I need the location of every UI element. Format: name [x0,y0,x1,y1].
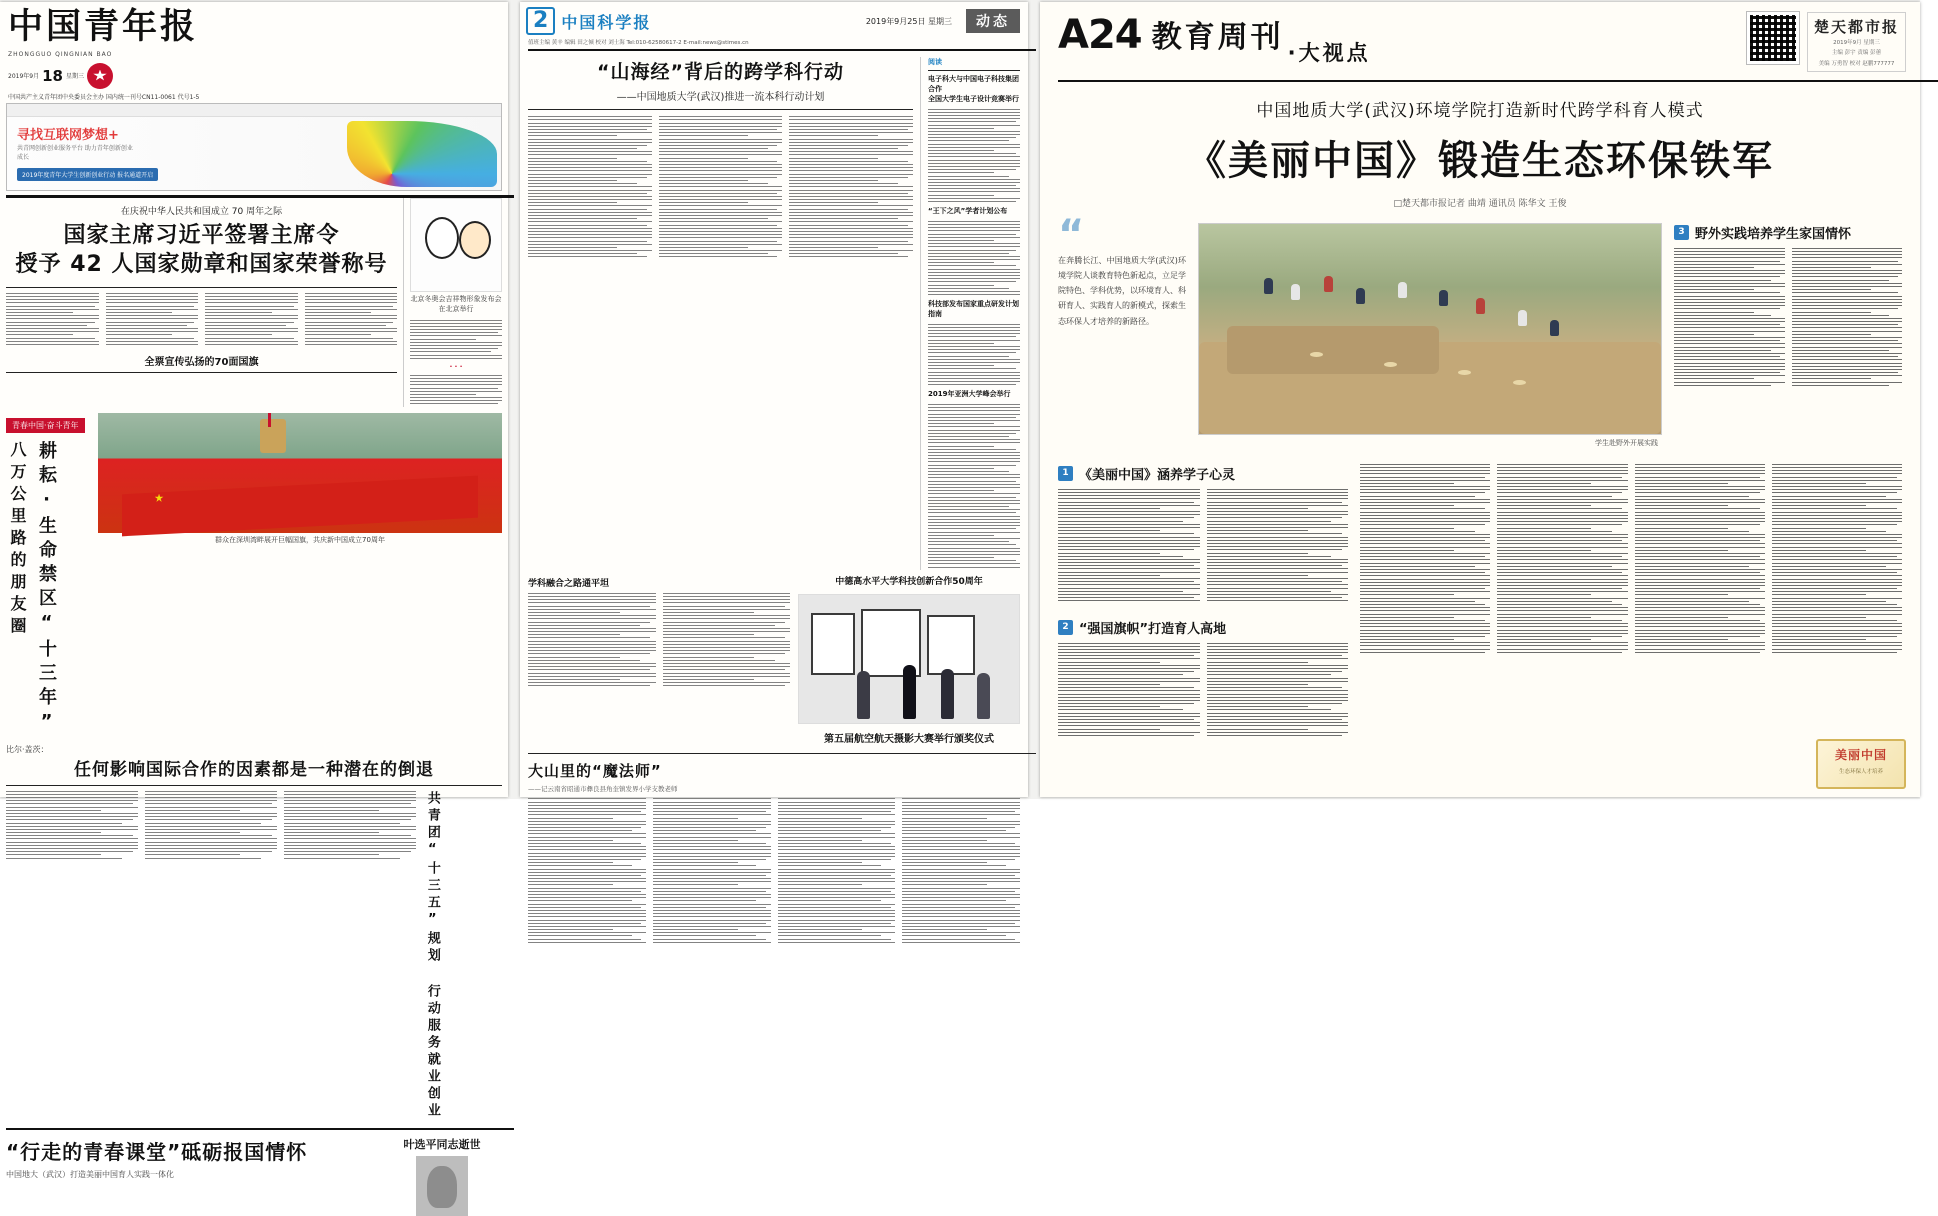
divider-quote [6,785,502,786]
quote-source: 比尔·盖茨： [6,744,49,754]
paper-logo-name: 楚天都市报 [1813,18,1899,36]
rail-text-2 [928,221,1020,295]
sun-hat-2 [1384,362,1397,367]
page2-lead-subtitle: ——中国地质大学(武汉)推进一流本科行动计划 [616,92,825,104]
paper-logo [1807,12,1906,72]
masthead-subtitle: ZHONGGUO QINGNIAN BAO [8,50,113,58]
student-8 [1518,310,1527,326]
bottom-headline: “行走的青春课堂”砥砺报国情怀 [6,1139,308,1164]
section-marker-1: 1 [1058,466,1073,481]
page3-shoulder: 中国地质大学(武汉)环境学院打造新时代跨学科育人模式 [1256,100,1704,121]
divider-rail [928,70,1020,71]
panda-mascot-photo [410,198,502,292]
column-rule [403,198,404,407]
page3-section-2-head [1058,618,1348,637]
sidebar-text-1 [410,320,502,359]
visitor-2 [903,665,916,719]
lead-headline-2: 授予 42 人国家勋章和国家荣誉称号 [15,252,388,278]
section-subtitle: ·大视点 [1287,40,1371,65]
red-tag: 青春中国·奋斗青年 [6,418,85,433]
page3-section-3-head [1674,223,1902,242]
rail-text-4 [928,404,1020,568]
masthead-meta: 中国共产主义青年团中央委员会主办 国内统一刊号CN11-0061 代号1-5 [8,93,200,101]
divider-bottom [6,1128,514,1130]
giant-flag [122,475,478,536]
sun-hat-4 [1513,380,1526,385]
quote-headline: 任何影响国际合作的因素都是一种潜在的倒退 [74,759,434,780]
ad-logo-strip [7,104,501,117]
divider-lead2 [528,109,913,110]
page-code: A24 [1058,12,1142,58]
paper-name: 中国科学报 [561,12,652,32]
student-6 [1439,290,1448,306]
divider-head [528,49,1036,51]
rail-item-2: “王下之风”学者计划公布 [928,207,1008,216]
issue-date: 2019年9月25日 星期三 [865,16,952,26]
lead-body-columns [6,293,397,347]
divider-mid2 [528,753,1036,754]
visitor-4 [977,673,990,719]
page2-subhead-3-sub: ——记云南省昭通市彝良县角奎镇发界小学支教老师 [528,785,678,794]
obituary-portrait [416,1156,468,1216]
page2-subhead-1: 学科融合之路通平坦 [528,578,610,589]
section-3-title: 野外实践培养学生家国情怀 [1695,226,1852,242]
section-marker-2: 2 [1058,620,1073,635]
page2-lead-columns [528,116,913,259]
section-marker-3: 3 [1674,225,1689,240]
divider-p3-head [1058,80,1938,82]
page2-subhead-2: 中德高水平大学科技创新合作50周年 [835,576,983,587]
quote-story [6,744,502,1120]
rock-ledge [1227,326,1440,374]
rail-text-3 [928,324,1020,386]
page2-mid-columns [528,593,790,689]
student-3 [1324,276,1333,292]
obituary-title: 叶选平同志逝世 [403,1137,481,1151]
top-advertisement[interactable] [6,103,502,191]
rainbow-graphic [347,121,497,187]
student-1 [1264,278,1273,294]
section-2-title: “强国旗帜”打造育人高地 [1079,621,1227,637]
sidebar-text-2 [410,375,502,405]
rail-item-4: 2019年亚洲大学峰会举行 [928,390,1011,399]
section-2-columns [1058,643,1348,739]
lead-headline-1: 国家主席习近平签署主席令 [63,222,340,248]
divider-secondary [6,372,397,373]
photo-credit: 学生赴野外开展实践 [1595,438,1658,447]
stamp-subtitle: 生态环保人才培养 [1838,769,1883,775]
lead-story [12,204,391,280]
lantern-body [459,221,491,259]
qr-code-icon[interactable] [1747,12,1799,64]
ad-badge: 2019年度青年大学生创新创业行动 报名通道开启 [17,168,158,181]
rail-text-1 [928,109,1020,202]
youth-vertical-title: 共青团“十三五”规划 行动服务就业创业 [424,790,440,1120]
section-1-columns [1058,489,1348,604]
column-rule-2 [920,57,921,570]
quote-mark-icon: “ [1058,211,1085,258]
student-9 [1550,320,1559,336]
beautiful-china-stamp [1816,739,1906,789]
page-china-science-daily [520,2,1028,797]
page2-subhead-3: 大山里的“魔法师” [528,762,662,781]
field-practice-photo [1198,223,1662,435]
page3-quote-block: 在奔腾长江、中国地质大学(武汉)环境学院人谈教育特色新起点，立足学院特色、学科优势，以环境育人、科研育人、实践育人的新模式，探索生态环保人才培养的新路径。 [1058,255,1186,326]
student-2 [1291,284,1300,300]
page-chutian-metropolis-daily [1040,2,1920,797]
stamp-title: 美丽中国 [1834,748,1887,762]
visitor-1 [857,671,870,719]
sun-hat-1 [1310,352,1323,357]
sun-hat-3 [1458,370,1471,375]
divider-lead [6,287,397,288]
page3-header [1040,2,1920,72]
masthead-title: 中国青年报 [8,7,199,47]
gallery-caption: 第五届航空航天摄影大赛举行颁奖仪式 [824,734,994,746]
masthead-day: 18 [42,66,63,85]
flag-photo-caption: 群众在深圳湾畔展开巨幅国旗，共庆新中国成立70周年 [215,535,385,544]
sidebar-kicker: · · · [449,362,463,371]
panda-caption: 北京冬奥会吉祥物形象发布会在北京举行 [410,294,502,313]
artwork-frame-1 [811,613,855,675]
vertical-title: 八万公里路的朋友圈 [8,440,27,639]
section-1-title: 《美丽中国》涵养学子心灵 [1079,467,1236,483]
page2-header [520,2,1028,35]
monument-sculpture [260,419,286,453]
student-7 [1476,298,1485,314]
page3-byline: □楚天都市报记者 曲靖 通讯员 陈华文 王俊 [1393,198,1567,209]
rail-item-1: 全国大学生电子设计竞赛举行 [928,94,1019,103]
wechat-label[interactable]: 阅读 [928,58,942,67]
ad-subtext: 共青网创新创业服务平台 助力青年创新创业成长 [17,144,133,161]
masthead [0,2,508,101]
bottom-subhead: 中国地大（武汉）打造美丽中国育人实践一体化 [6,1169,174,1179]
lead-kicker: 在庆祝中华人民共和国成立 70 周年之际 [120,206,283,217]
student-4 [1356,288,1365,304]
masthead-weekday: 星期三 [65,73,84,80]
masthead-date [8,63,238,89]
paper-logo-meta-3: 美编 万勇智 校对 赵鹏777777 [1818,60,1895,67]
section-badge: 动态 [966,9,1020,33]
page3-title: 《美丽中国》锻造生态环保铁军 [1186,137,1774,184]
flag-pole [268,413,271,427]
vertical-subtitle: 耕耘·生命禁区“十三年” [36,440,57,738]
page2-bottom-columns [528,798,1020,945]
page-number: 2 [526,7,555,35]
page-china-youth-daily [0,2,508,1179]
rail-item-0: 电子科大与中国电子科技集团合作 [928,75,1019,93]
artwork-frame-3 [927,615,975,675]
paper-logo-meta-1: 2019年9月 星期三 [1833,40,1880,46]
section-title: 教育周刊 [1151,20,1284,55]
visitor-3 [941,669,954,719]
star-icon [87,63,113,89]
rail-item-3: 科技部发布国家重点研发计划指南 [928,300,1019,318]
page2-lead-title: “山海经”背后的跨学科行动 [597,61,844,84]
page3-section-1-head [1058,464,1348,483]
flag-photo [98,413,502,533]
paper-logo-meta-2: 主编 彭宇 责编 彭蕙 [1831,50,1882,57]
student-5 [1398,282,1407,298]
panda-body [425,217,459,259]
section-3-columns [1674,248,1902,388]
imprint-line: 值班主编 黄辛 编辑 田之倾 校对 刘士海 Tel:010-62580617-2 E-mail:news@stimes.cn [528,40,749,47]
ad-headline: 寻找互联网梦想+ [17,127,119,143]
page3-runover-columns [1360,464,1902,655]
masthead-month: 2019年9月 [8,73,40,80]
secondary-headline: 全票宣传弘扬的70面国旗 [144,357,259,369]
quote-body-columns [6,791,502,1120]
gallery-photo [798,594,1020,724]
